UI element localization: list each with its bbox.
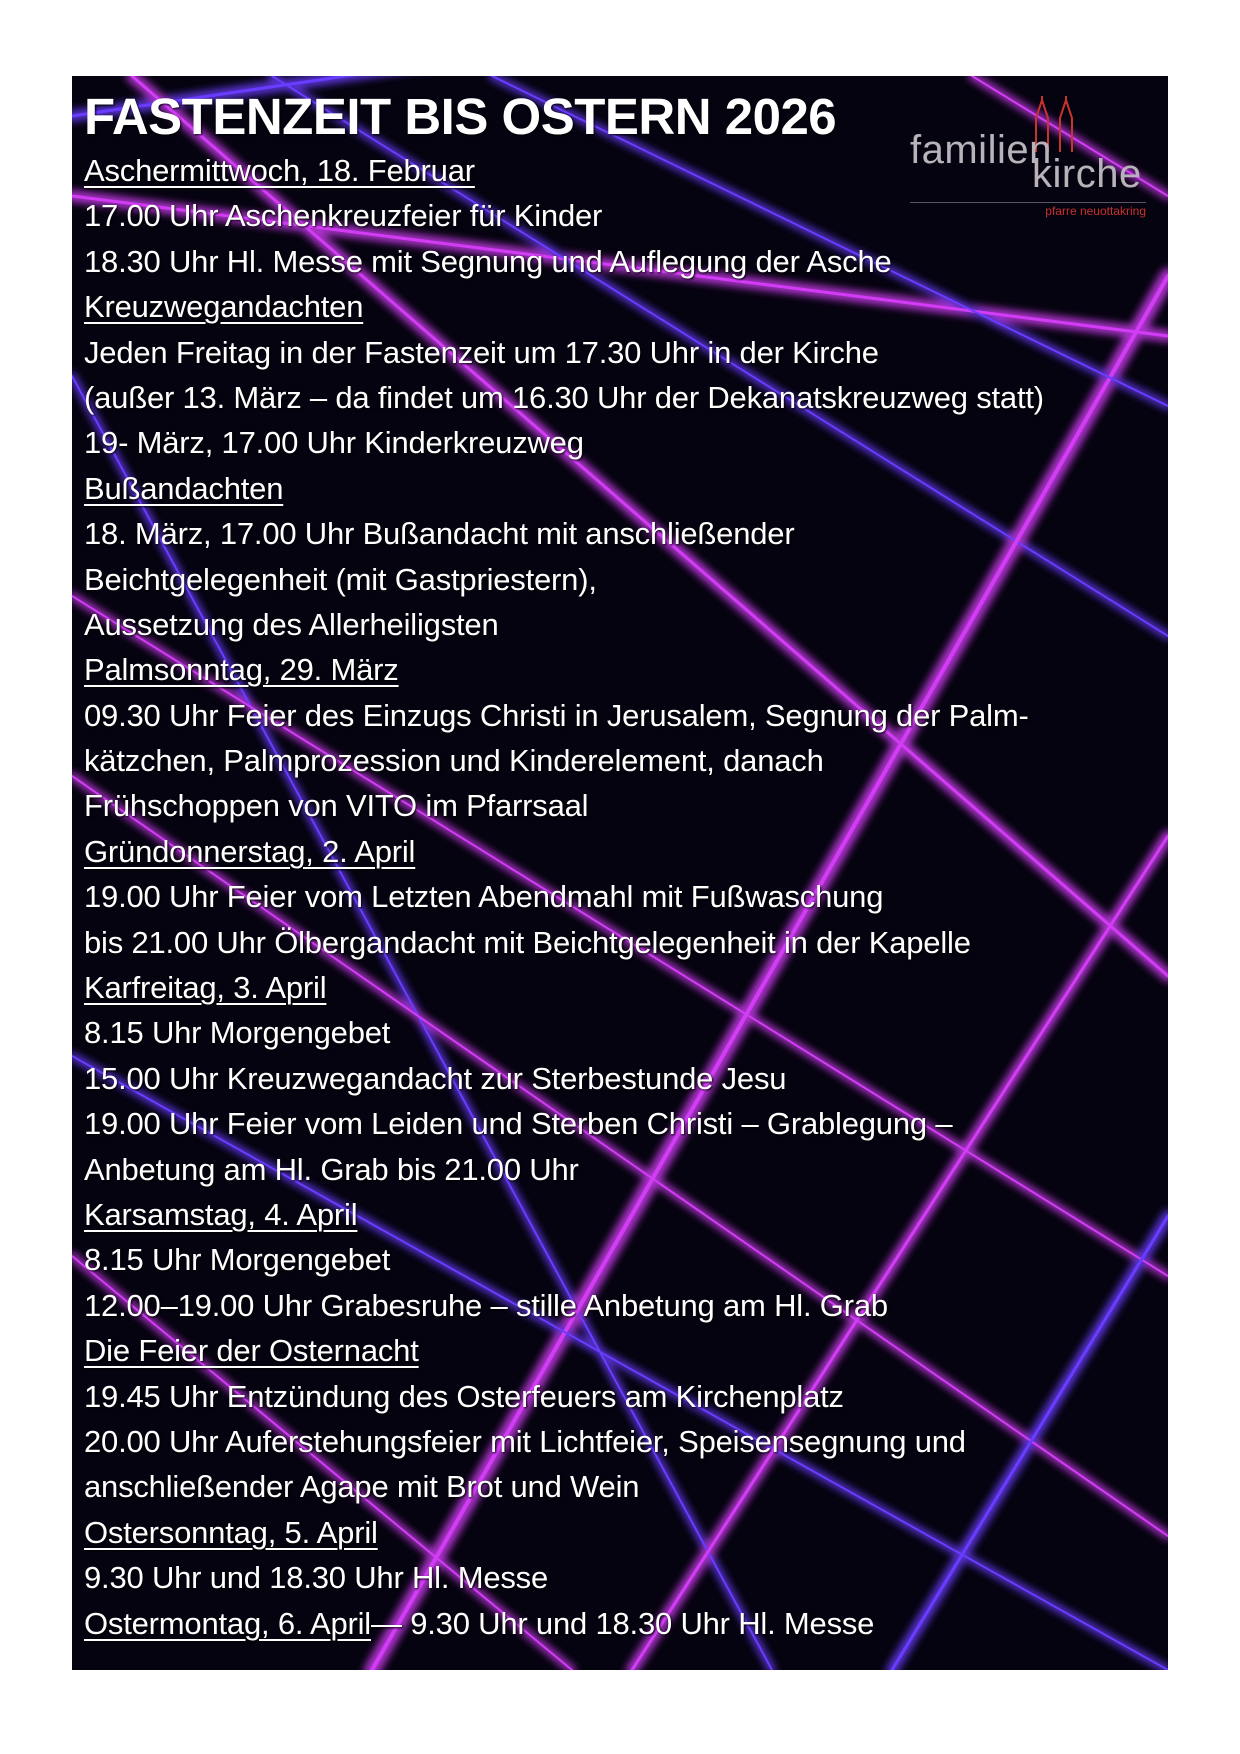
schedule-line: 8.15 Uhr Morgengebet — [84, 1015, 391, 1051]
logo-word-familien: familien — [910, 128, 1052, 172]
schedule-line: Jeden Freitag in der Fastenzeit um 17.30 Uhr in der Kirche — [84, 334, 879, 370]
poster — [72, 76, 1168, 1670]
schedule — [84, 86, 1164, 1646]
section-heading: Karfreitag, 3. April — [84, 970, 327, 1006]
schedule-line: 9.30 Uhr und 18.30 Uhr Hl. Messe — [84, 1560, 549, 1596]
schedule-line: 19.00 Uhr Feier vom Letzten Abendmahl mit Fußwaschung — [84, 879, 884, 915]
logo-subtitle: pfarre neuottakring — [1045, 204, 1146, 218]
section-heading: Palmsonntag, 29. März — [84, 652, 399, 688]
schedule-line: 19.45 Uhr Entzündung des Osterfeuers am Kirchenplatz — [84, 1378, 844, 1414]
section-heading: Bußandachten — [84, 470, 284, 506]
schedule-line: kätzchen, Palmprozession und Kinderelement, danach — [84, 743, 824, 779]
schedule-line: bis 21.00 Uhr Ölbergandacht mit Beichtgelegenheit in der Kapelle — [84, 924, 971, 960]
schedule-line: Frühschoppen von VITO im Pfarrsaal — [84, 788, 589, 824]
section-heading: Die Feier der Osternacht — [84, 1333, 419, 1369]
page-title: FASTENZEIT BIS OSTERN 2026 — [84, 88, 837, 145]
schedule-line: — 9.30 Uhr und 18.30 Uhr Hl. Messe — [371, 1605, 875, 1641]
schedule-line: 19- März, 17.00 Uhr Kinderkreuzweg — [84, 425, 584, 461]
schedule-line: 09.30 Uhr Feier des Einzugs Christi in Jerusalem, Segnung der Palm- — [84, 697, 1029, 733]
final-line — [84, 1601, 1164, 1646]
section-heading: Ostersonntag, 5. April — [84, 1514, 378, 1550]
schedule-line: 17.00 Uhr Aschenkreuzfeier für Kinder — [84, 198, 603, 234]
section-heading: Kreuzwegandachten — [84, 289, 364, 325]
schedule-line: 12.00–19.00 Uhr Grabesruhe – stille Anbetung am Hl. Grab — [84, 1287, 888, 1323]
section-heading: Ostermontag, 6. April — [84, 1605, 371, 1641]
schedule-line: Beichtgelegenheit (mit Gastpriestern), — [84, 561, 597, 597]
schedule-line: anschließender Agape mit Brot und Wein — [84, 1469, 640, 1505]
schedule-line: Anbetung am Hl. Grab bis 21.00 Uhr — [84, 1151, 579, 1187]
schedule-line: (außer 13. März – da findet um 16.30 Uhr der Dekanatskreuzweg statt) — [84, 379, 1044, 415]
schedule-line: 18. März, 17.00 Uhr Bußandacht mit anschließender — [84, 516, 795, 552]
schedule-line: 15.00 Uhr Kreuzwegandacht zur Sterbestunde Jesu — [84, 1060, 787, 1096]
logo-word-kirche: kirche — [1032, 152, 1142, 196]
section-heading: Karsamstag, 4. April — [84, 1196, 358, 1232]
section-heading: Gründonnerstag, 2. April — [84, 833, 416, 869]
section-heading: Aschermittwoch, 18. Februar — [84, 153, 475, 188]
schedule-line: 20.00 Uhr Auferstehungsfeier mit Lichtfeier, Speisensegnung und — [84, 1423, 966, 1459]
schedule-line: 19.00 Uhr Feier vom Leiden und Sterben Christi – Grablegung – — [84, 1106, 953, 1142]
schedule-line: 8.15 Uhr Morgengebet — [84, 1242, 391, 1278]
schedule-line: 18.30 Uhr Hl. Messe mit Segnung und Auflegung der Asche — [84, 243, 892, 279]
schedule-line: Aussetzung des Allerheiligsten — [84, 606, 499, 642]
